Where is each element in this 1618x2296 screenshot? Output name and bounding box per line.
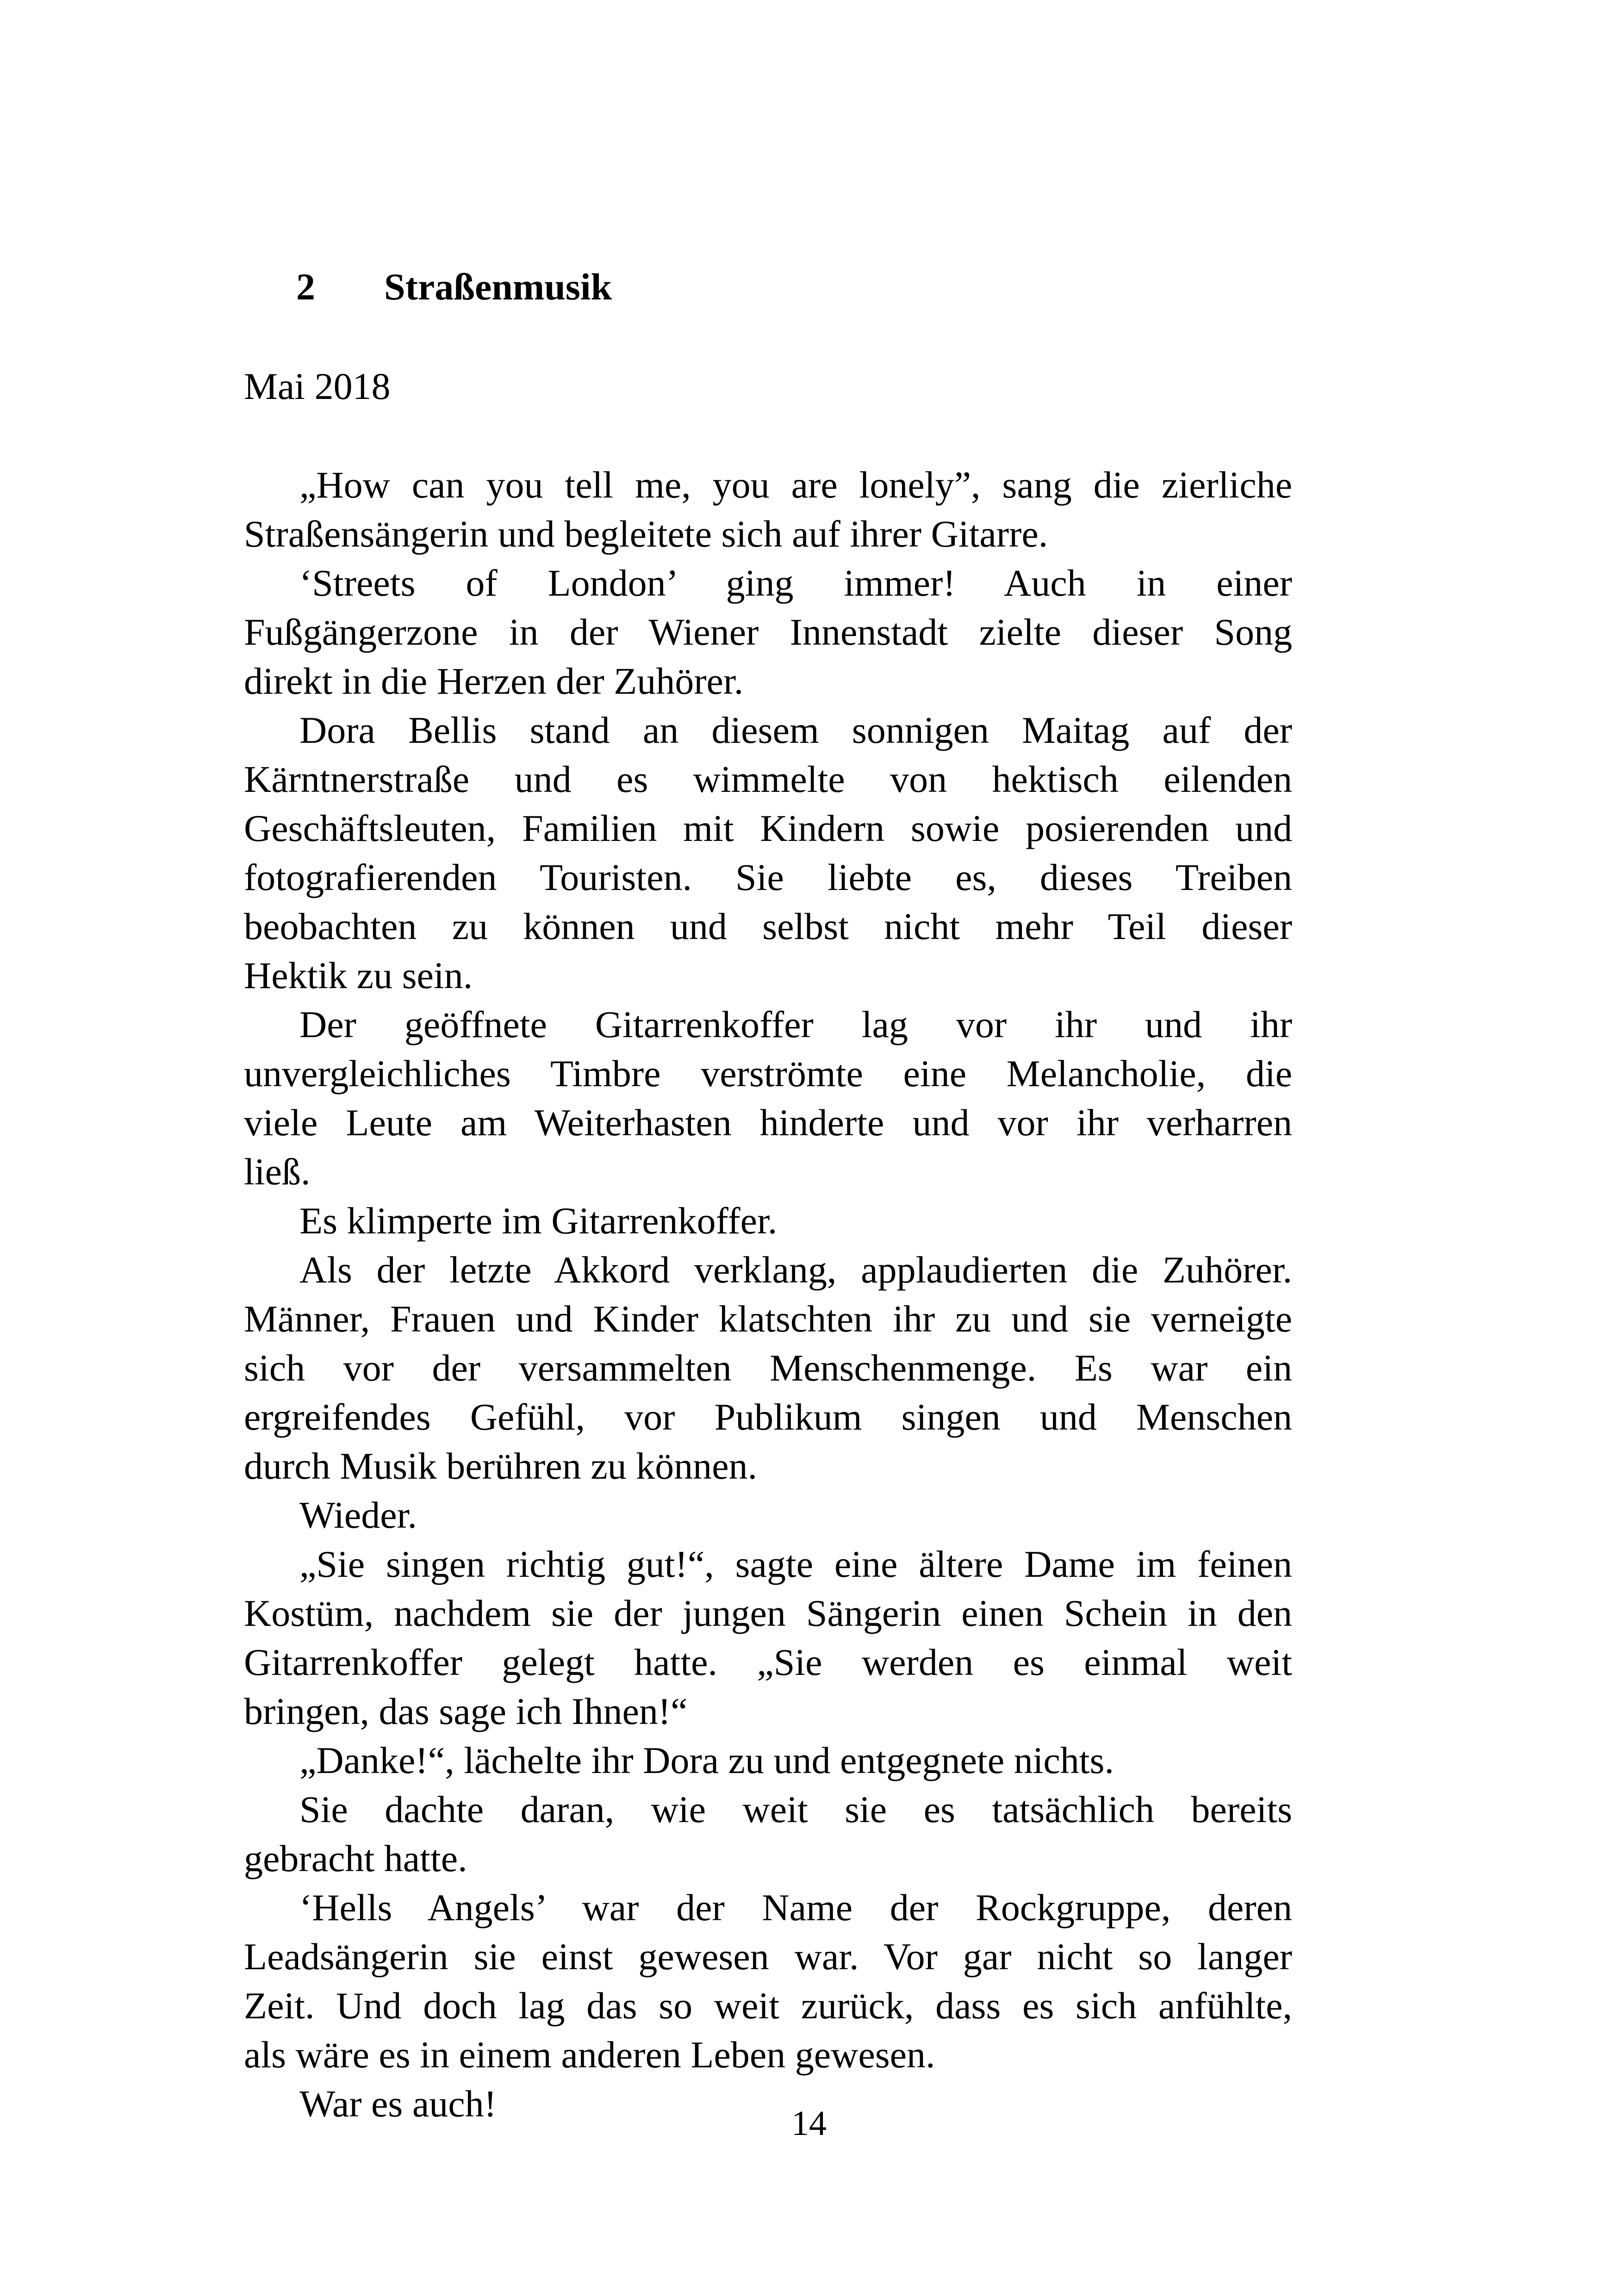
text-line: gebracht hatte.	[244, 1837, 467, 1879]
text-line: als wäre es in einem anderen Leben gewesen.	[244, 2034, 935, 2076]
text-line: ließ.	[244, 1151, 311, 1193]
text-line: durch Musik berühren zu können.	[244, 1445, 758, 1487]
text-line: Gitarrenkoffer gelegt hatte. „Sie werden es einmal weit	[244, 1641, 1292, 1683]
chapter-number: 2	[296, 266, 315, 308]
text-line: fotografierenden Touristen. Sie liebte es, dieses Treiben	[244, 856, 1292, 898]
chapter-title: Straßenmusik	[384, 266, 612, 308]
text-line: Fußgängerzone in der Wiener Innenstadt zielte dieser Song	[244, 611, 1292, 653]
text-line: viele Leute am Weiterhasten hinderte und vor ihr verharren	[244, 1101, 1292, 1144]
text-line: bringen, das sage ich Ihnen!“	[244, 1690, 688, 1732]
text-line: unvergleichliches Timbre verströmte eine Melancholie, die	[244, 1052, 1292, 1095]
chapter-heading	[296, 264, 612, 310]
text-line: Leadsängerin sie einst gewesen war. Vor gar nicht so langer	[244, 1935, 1292, 1978]
text-line: Dora Bellis stand an diesem sonnigen Maitag auf der	[299, 709, 1292, 751]
text-line: Es klimperte im Gitarrenkoffer.	[299, 1200, 778, 1242]
chapter-date: Mai 2018	[244, 365, 391, 407]
text-line: direkt in die Herzen der Zuhörer.	[244, 660, 744, 702]
text-line: Kostüm, nachdem sie der jungen Sängerin einen Schein in den	[244, 1592, 1292, 1634]
text-line: ergreifendes Gefühl, vor Publikum singen und Menschen	[244, 1396, 1292, 1438]
text-line: Kärntnerstraße und es wimmelte von hektisch eilenden	[244, 758, 1292, 800]
text-line: beobachten zu können und selbst nicht mehr Teil dieser	[244, 905, 1292, 947]
text-line: ‘Streets of London’ ging immer! Auch in einer	[299, 562, 1292, 604]
text-line: Hektik zu sein.	[244, 954, 473, 996]
text-line: sich vor der versammelten Menschenmenge. Es war ein	[244, 1347, 1292, 1389]
text-line: War es auch!	[299, 2083, 497, 2125]
text-line: Als der letzte Akkord verklang, applaudierten die Zuhörer.	[299, 1249, 1292, 1291]
text-line: ‘Hells Angels’ war der Name der Rockgruppe, deren	[299, 1886, 1292, 1929]
text-line: Geschäftsleuten, Familien mit Kindern sowie posierenden und	[244, 807, 1292, 849]
text-line: Zeit. Und doch lag das so weit zurück, dass es sich anfühlte,	[244, 1985, 1292, 2027]
text-line: Sie dachte daran, wie weit sie es tatsächlich bereits	[299, 1788, 1292, 1830]
body-text	[244, 460, 1292, 2128]
text-line: Wieder.	[299, 1494, 417, 1536]
text-line: Der geöffnete Gitarrenkoffer lag vor ihr und ihr	[299, 1003, 1292, 1045]
text-line: Straßensängerin und begleitete sich auf ihrer Gitarre.	[244, 513, 1048, 555]
text-line: Männer, Frauen und Kinder klatschten ihr zu und sie verneigte	[244, 1298, 1292, 1340]
text-line: „How can you tell me, you are lonely”, sang die zierliche	[299, 464, 1292, 506]
text-line: „Danke!“, lächelte ihr Dora zu und entgegnete nichts.	[299, 1739, 1114, 1781]
page-number: 14	[791, 2104, 827, 2143]
text-line: „Sie singen richtig gut!“, sagte eine ältere Dame im feinen	[299, 1543, 1292, 1585]
